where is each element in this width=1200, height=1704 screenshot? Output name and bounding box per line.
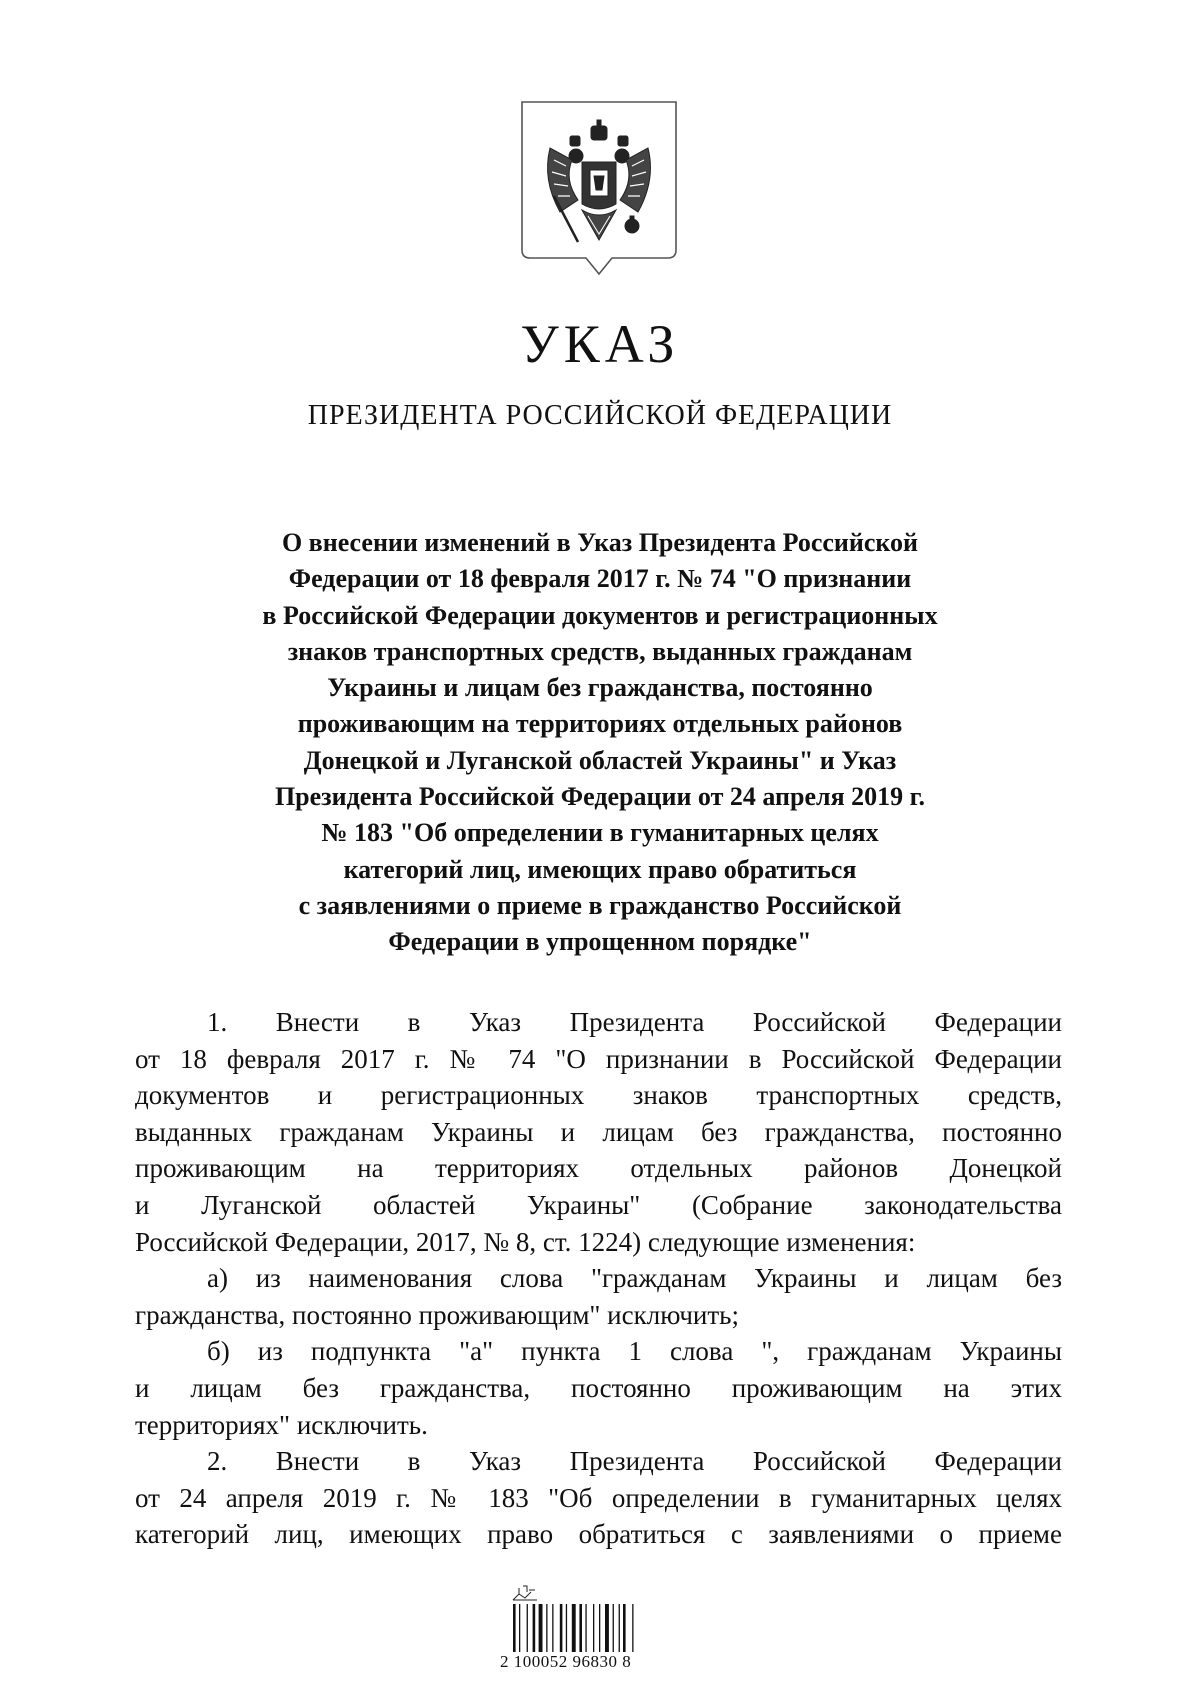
barcode-bar [599, 1604, 600, 1652]
barcode-bar [527, 1604, 528, 1652]
heading-line: О внесении изменений в Указ Президента Российской [281, 528, 919, 557]
body-line: гражданства, постоянно проживающим" исключить; [135, 1299, 739, 1330]
heading-line: № 183 "Об определении в гуманитарных целях [321, 818, 879, 848]
document-title: УКАЗ [520, 314, 680, 374]
body-line: 2. Внести в Указ Президента Российской Федерации [207, 1446, 1062, 1477]
body-line: а) из наименования слова "гражданам Украины и лицам без [207, 1263, 1062, 1294]
barcode-bar [546, 1604, 547, 1652]
body-line: документов и регистрационных знаков транспортных средств, [135, 1080, 1062, 1111]
paragraph-1 [135, 1004, 1062, 1260]
barcode-bar [613, 1604, 614, 1652]
barcode-bar [539, 1604, 543, 1652]
body-line: от 24 апреля 2019 г. № 183 "Об определении в гуманитарных целях [135, 1482, 1062, 1513]
barcode-bar [623, 1604, 626, 1652]
body-line: и лицам без гражданства, постоянно проживающим на этих [135, 1372, 1062, 1403]
body-line: и Луганской областей Украины" (Собрание законодательства [135, 1189, 1062, 1220]
barcode-bar [632, 1604, 633, 1652]
barcode-bar [552, 1604, 553, 1652]
heading-line: в Российской Федерации документов и регистрационных [262, 600, 938, 630]
barcode-bar [560, 1604, 563, 1652]
heading-line: проживающим на территориях отдельных районов [297, 709, 903, 739]
heading-line: Федерации в упрощенном порядке" [388, 927, 812, 957]
decree-body [135, 1004, 1062, 1553]
coat-of-arms-icon [520, 100, 678, 276]
barcode-bar [585, 1604, 586, 1652]
document-subtitle: ПРЕЗИДЕНТА РОССИЙСКОЙ ФЕДЕРАЦИИ [307, 400, 893, 431]
barcode-number: 2 100052 96830 8 [500, 1652, 632, 1671]
heading-line: Федерации от 18 февраля 2017 г. № 74 "О признании [288, 564, 912, 594]
heading-line: с заявлениями о приеме в гражданство Российской [298, 890, 902, 920]
body-line: б) из подпункта "а" пункта 1 слова ", гражданам Украины [207, 1336, 1062, 1367]
body-line: выданных гражданам Украины и лицам без гражданства, постоянно [135, 1116, 1062, 1147]
paragraph-2 [135, 1443, 1062, 1553]
decree-heading [150, 525, 1050, 961]
body-line: категорий лиц, имеющих право обратиться с заявлениями о приеме [135, 1519, 1062, 1550]
barcode-bar [593, 1604, 594, 1652]
body-line: 1. Внести в Указ Президента Российской Федерации [207, 1007, 1062, 1037]
barcode-bar [513, 1604, 516, 1652]
heading-line: Украины и лицам без гражданства, постоянно [327, 673, 873, 703]
barcode-bar [572, 1604, 576, 1652]
printer-logo-icon [513, 1586, 537, 1600]
heading-line: Донецкой и Луганской областей Украины" и Указ [303, 745, 897, 775]
body-line: от 18 февраля 2017 г. № 74 "О признании в Российской Федерации [135, 1043, 1062, 1074]
body-line: Российской Федерации, 2017, № 8, ст. 1224) следующие изменения: [135, 1226, 916, 1257]
body-line: проживающим на территориях отдельных районов Донецкой [135, 1153, 1062, 1184]
heading-line: категорий лиц, имеющих право обратиться [343, 854, 857, 884]
barcode-bar [605, 1604, 609, 1652]
barcode-bar [533, 1604, 536, 1652]
heading-line: знаков транспортных средств, выданных гражданам [287, 636, 913, 666]
barcode-bar [566, 1604, 567, 1652]
barcode-bar [619, 1604, 620, 1652]
body-line: территориях" исключить. [135, 1409, 428, 1440]
subparagraph-a [135, 1260, 1062, 1333]
subparagraph-b [135, 1333, 1062, 1443]
barcode-bar [519, 1604, 520, 1652]
heading-line: Президента Российской Федерации от 24 апреля 2019 г. [274, 782, 926, 812]
barcode-bar [579, 1604, 582, 1652]
